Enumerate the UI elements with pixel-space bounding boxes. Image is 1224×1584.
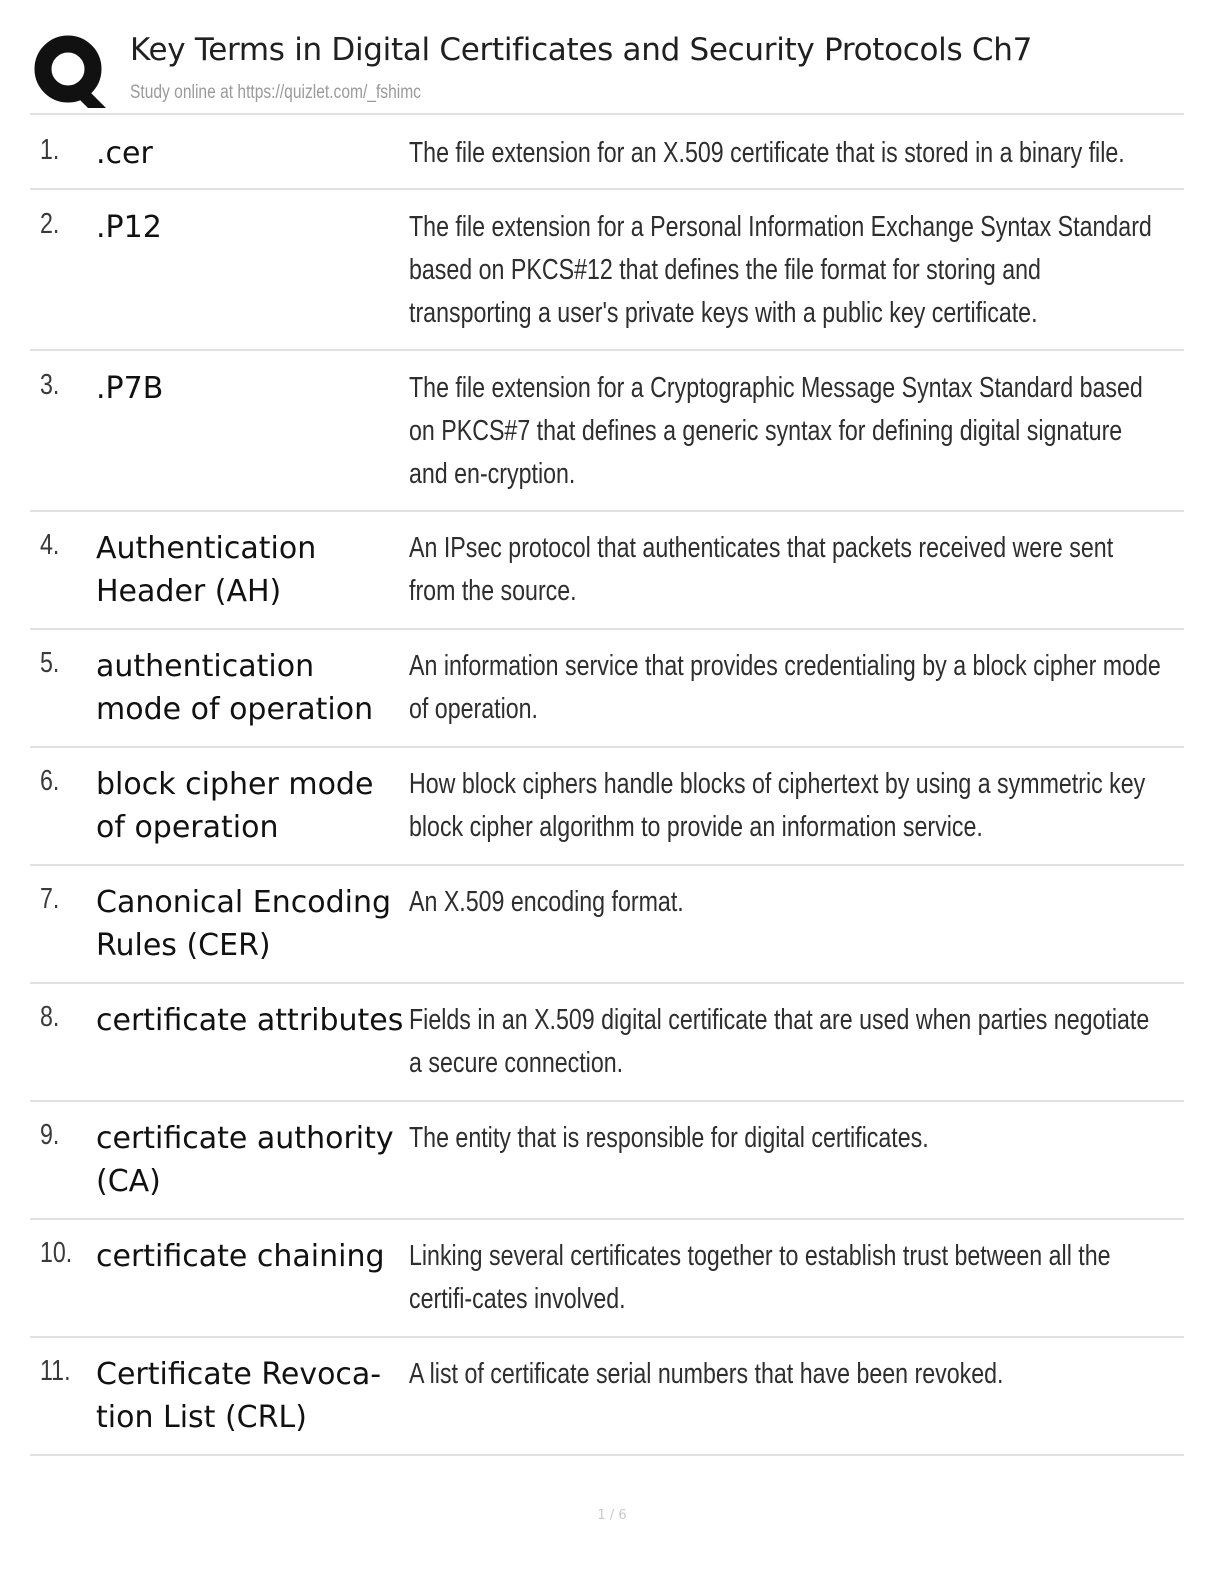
term-name: .cer bbox=[96, 136, 153, 171]
term-definition: The entity that is responsible for digital certificates. bbox=[409, 1122, 929, 1154]
term-definition: The file extension for an X.509 certificate that is stored in a binary file. bbox=[409, 137, 1125, 169]
term-number: 9. bbox=[40, 1119, 60, 1151]
term-definition: Fields in an X.509 digital certificate that are used when parties negotiate a secure connection. bbox=[409, 1004, 1150, 1079]
term-number: 4. bbox=[40, 529, 60, 561]
term-number: 10. bbox=[40, 1237, 73, 1269]
term-number: 8. bbox=[40, 1001, 60, 1033]
row-divider bbox=[30, 1100, 1184, 1102]
term-definition: How block ciphers handle blocks of ciphertext by using a symmetric key block cipher algorithm to provide an information service. bbox=[409, 768, 1146, 843]
term-row bbox=[30, 985, 1184, 1100]
term-number: 11. bbox=[40, 1355, 71, 1387]
term-number: 2. bbox=[40, 208, 60, 240]
term-definition: The file extension for a Personal Information Exchange Syntax Standard based on PKCS#12 that defines the file format for storing and transporting a user's private keys with a public key certificate. bbox=[409, 211, 1152, 329]
row-divider bbox=[30, 510, 1184, 512]
term-row bbox=[30, 1103, 1184, 1218]
row-divider bbox=[30, 349, 1184, 351]
row-divider bbox=[30, 188, 1184, 190]
term-row bbox=[30, 118, 1184, 188]
row-divider bbox=[30, 1218, 1184, 1220]
row-divider bbox=[30, 746, 1184, 748]
term-number: 5. bbox=[40, 647, 60, 679]
term-definition: Linking several certificates together to establish trust between all the certifi-cates involved. bbox=[409, 1240, 1111, 1315]
term-number: 7. bbox=[40, 883, 60, 915]
quizlet-logo-icon bbox=[32, 32, 108, 110]
term-name: Authentication Header (AH) bbox=[96, 531, 317, 609]
row-divider bbox=[30, 982, 1184, 984]
term-row bbox=[30, 1339, 1184, 1454]
term-definition: The file extension for a Cryptographic Message Syntax Standard based on PKCS#7 that defines a generic syntax for defining digital signature and en-cryption. bbox=[409, 372, 1143, 490]
term-definition: A list of certificate serial numbers that have been revoked. bbox=[409, 1358, 1004, 1390]
term-name: authentication mode of operation bbox=[96, 649, 374, 727]
term-name: certificate chaining bbox=[96, 1239, 385, 1274]
term-name: block cipher mode of operation bbox=[96, 767, 374, 845]
term-row bbox=[30, 631, 1184, 746]
term-definition: An X.509 encoding format. bbox=[409, 886, 684, 918]
page-number: 1 / 6 bbox=[597, 1508, 627, 1523]
term-name: Canonical Encoding Rules (CER) bbox=[96, 885, 392, 963]
page-title: Key Terms in Digital Certificates and Security Protocols Ch7 bbox=[130, 32, 1033, 68]
term-number: 1. bbox=[40, 134, 60, 166]
term-number: 3. bbox=[40, 369, 60, 401]
term-name: .P12 bbox=[96, 210, 162, 245]
page-subtitle: Study online at https://quizlet.com/_fshimc bbox=[130, 82, 421, 103]
term-name: Certificate Revoca-tion List (CRL) bbox=[96, 1357, 382, 1435]
term-row bbox=[30, 749, 1184, 864]
term-row bbox=[30, 867, 1184, 982]
row-divider bbox=[30, 628, 1184, 630]
term-name: certificate authority (CA) bbox=[96, 1121, 394, 1199]
row-divider bbox=[30, 1454, 1184, 1456]
term-number: 6. bbox=[40, 765, 60, 797]
term-row bbox=[30, 353, 1184, 510]
page-header bbox=[30, 26, 1190, 112]
row-divider bbox=[30, 864, 1184, 866]
term-row bbox=[30, 192, 1184, 349]
term-row bbox=[30, 1221, 1184, 1336]
row-divider bbox=[30, 1336, 1184, 1338]
term-name: .P7B bbox=[96, 371, 164, 406]
term-name: certificate attributes bbox=[96, 1003, 404, 1038]
header-divider bbox=[30, 113, 1184, 115]
term-row bbox=[30, 513, 1184, 628]
term-definition: An IPsec protocol that authenticates that packets received were sent from the source. bbox=[409, 532, 1114, 607]
term-definition: An information service that provides credentialing by a block cipher mode of operation. bbox=[409, 650, 1161, 725]
